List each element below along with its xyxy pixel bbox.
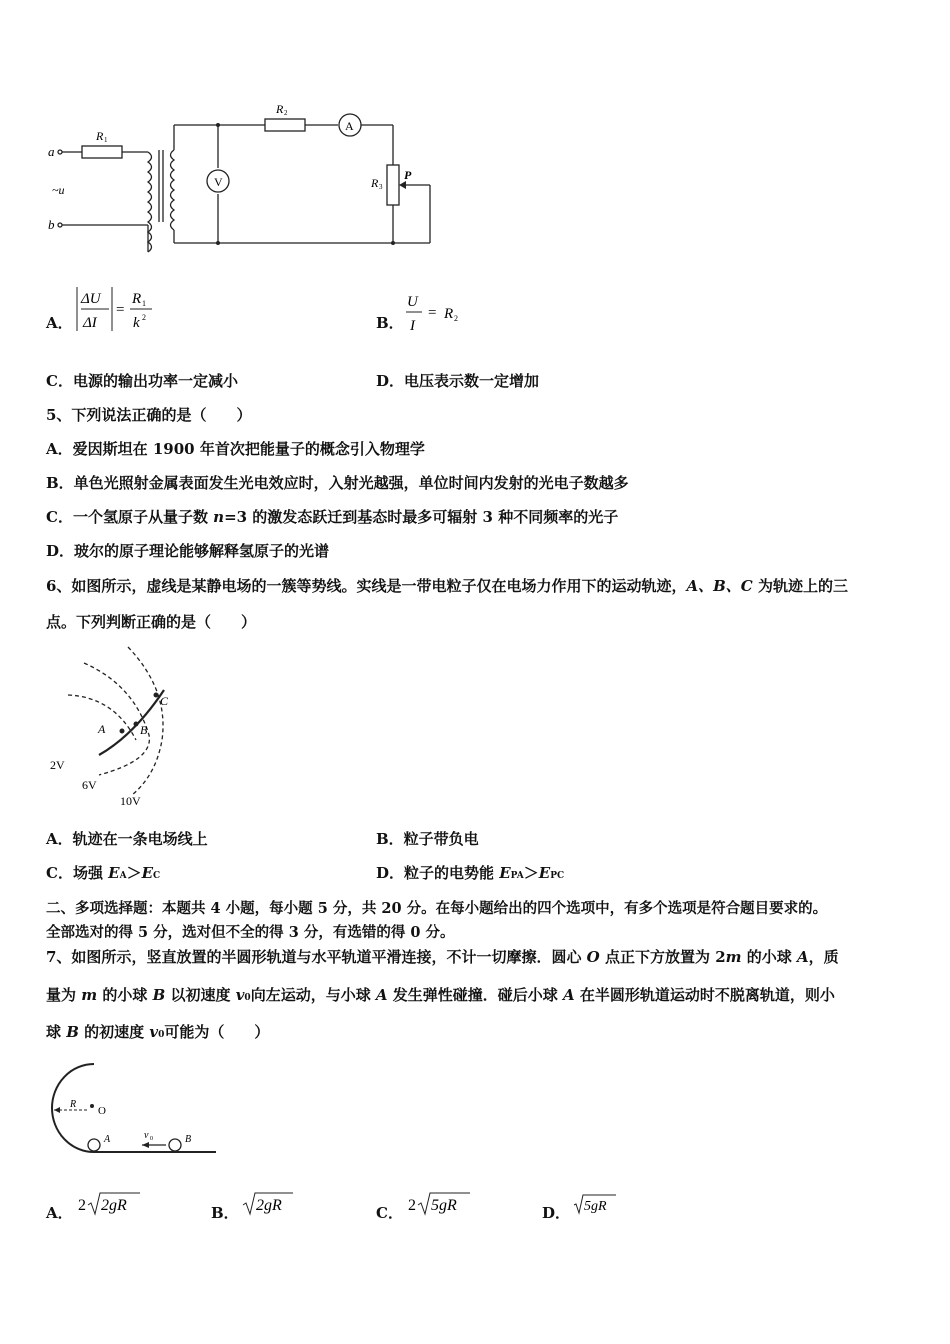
voltmeter-label: V bbox=[214, 175, 223, 189]
q7-line2-m: m bbox=[81, 986, 98, 1004]
formula-b bbox=[404, 288, 474, 336]
equipotential-6v bbox=[84, 663, 149, 775]
q7-value-c bbox=[406, 1190, 486, 1220]
q6-option-d-s1: PA bbox=[510, 871, 524, 881]
q5-option-c[interactable] bbox=[46, 506, 618, 527]
q7-line2-v: v bbox=[235, 986, 245, 1004]
q7-option-d[interactable] bbox=[542, 1202, 570, 1223]
formula-a-du: ΔU bbox=[81, 291, 101, 307]
formula-a-den-sup: 2 bbox=[142, 313, 146, 322]
q5-option-c-post: =3 的激发态跃迁到基态时最多可辐射 3 种不同频率的光子 bbox=[224, 508, 619, 526]
section2-line2: 全部选对的得 5 分，选对但不全的得 3 分，有选错的得 0 分。 bbox=[46, 924, 455, 941]
radius-label: R bbox=[70, 1099, 77, 1110]
point-a bbox=[120, 729, 125, 734]
formula-b-r: R bbox=[444, 306, 454, 322]
q6-option-c-pre: C．场强 bbox=[46, 864, 109, 882]
q7-option-a[interactable] bbox=[46, 1202, 73, 1223]
formula-b-eq: = bbox=[428, 305, 437, 321]
q7-option-a-label: A． bbox=[46, 1204, 73, 1222]
trajectory bbox=[99, 690, 164, 755]
point-b-label: B bbox=[140, 723, 148, 737]
q6-stem-line1 bbox=[46, 575, 848, 596]
equipotential-10v bbox=[128, 647, 163, 795]
q7-value-c-rad: 5gR bbox=[431, 1197, 457, 1214]
q7-line2-mid2: 以初速度 bbox=[165, 986, 236, 1004]
r2-label: R bbox=[276, 102, 284, 116]
q7-line2-pre: 量为 bbox=[46, 986, 82, 1004]
q5-stem: 5、下列说法正确的是（ ） bbox=[46, 406, 252, 424]
q7-stem-line3 bbox=[46, 1021, 269, 1042]
q7-option-c-label: C． bbox=[376, 1204, 403, 1222]
equipotential-figure bbox=[44, 645, 194, 810]
q7-line1-mid: 点正下方放置为 2 bbox=[599, 948, 726, 966]
formula-a-di: ΔI bbox=[83, 315, 97, 331]
formula-a bbox=[74, 285, 164, 335]
formula-b-r-sub: 2 bbox=[454, 314, 458, 323]
ball-b-label: B bbox=[185, 1134, 192, 1145]
q7-value-a-coef: 2 bbox=[78, 1197, 86, 1214]
q7-line3-v: v bbox=[149, 1023, 159, 1041]
section2-line1: 二、多项选择题：本题共 4 小题，每小题 5 分，共 20 分。在每小题给出的四个选项中，有多个选项是符合题目要求的。 bbox=[46, 900, 828, 917]
q7-line1-o: O bbox=[586, 948, 600, 966]
q6-option-d-pre: D．粒子的电势能 bbox=[376, 864, 500, 882]
q5-option-a[interactable]: A．爱因斯坦在 1900 年首次把能量子的概念引入物理学 bbox=[46, 440, 425, 458]
q7-line3-vsub: 0 bbox=[158, 1030, 165, 1040]
q4-option-b-label: B． bbox=[376, 314, 404, 332]
q6-option-c-s1: A bbox=[119, 871, 127, 881]
q7-line1-a: A bbox=[796, 948, 809, 966]
q7-value-c-coef: 2 bbox=[408, 1197, 416, 1214]
q7-line3-pre: 球 bbox=[46, 1023, 67, 1041]
q6-option-c[interactable] bbox=[46, 862, 160, 883]
q6-option-d-s2: PC bbox=[550, 871, 565, 881]
q7-line2-mid: 的小球 bbox=[97, 986, 153, 1004]
ball-b bbox=[169, 1139, 181, 1151]
q7-line2-a: A bbox=[375, 986, 388, 1004]
ammeter-label: A bbox=[345, 119, 354, 133]
q4-option-d[interactable]: D．电压表示数一定增加 bbox=[376, 372, 540, 390]
q6-stem-line2: 点。下列判断正确的是（ ） bbox=[46, 613, 257, 631]
q6-stem-pre: 6、如图所示，虚线是某静电场的一簇等势线。实线是一带电粒子仅在电场力作用下的运动轨迹， bbox=[46, 577, 687, 595]
q5-option-d[interactable]: D．玻尔的原子理论能够解释氢原子的光谱 bbox=[46, 542, 330, 560]
terminal-a-label: a bbox=[48, 144, 55, 159]
q7-line1-mid2: 的小球 bbox=[741, 948, 797, 966]
r2-sub: 2 bbox=[284, 109, 288, 117]
q7-value-d-rad: 5gR bbox=[584, 1199, 607, 1214]
q7-line3-mid: 的初速度 bbox=[78, 1023, 150, 1041]
point-c bbox=[154, 693, 159, 698]
q7-option-d-label: D． bbox=[542, 1204, 571, 1222]
q7-line2-vsub: 0 bbox=[244, 993, 251, 1003]
velocity-label: v bbox=[144, 1130, 149, 1141]
r1-label: R bbox=[96, 129, 104, 143]
q4-option-a-label: A． bbox=[46, 314, 73, 332]
track-figure bbox=[44, 1062, 224, 1162]
formula-b-i: I bbox=[410, 318, 415, 334]
q4-option-a[interactable] bbox=[46, 312, 73, 333]
q7-line2-a2: A bbox=[563, 986, 575, 1004]
radius-arrow-icon bbox=[54, 1107, 60, 1113]
ball-a-label: A bbox=[104, 1134, 111, 1145]
q7-option-b-label: B． bbox=[211, 1204, 239, 1222]
ball-a bbox=[88, 1139, 100, 1151]
center-o-point bbox=[90, 1104, 94, 1108]
q7-value-b bbox=[241, 1190, 311, 1220]
formula-a-num-sub: 1 bbox=[142, 299, 146, 308]
q7-line3-b: B bbox=[66, 1023, 79, 1041]
q6-option-a[interactable]: A．轨迹在一条电场线上 bbox=[46, 830, 208, 848]
q7-value-a-rad: 2gR bbox=[101, 1197, 127, 1214]
q7-option-b[interactable] bbox=[211, 1202, 239, 1223]
q6-option-d-gt: ＞ bbox=[523, 864, 539, 882]
q6-stem-post: 为轨迹上的三 bbox=[752, 577, 848, 595]
q7-stem-line2 bbox=[46, 984, 835, 1005]
q7-line1-post: ，质 bbox=[808, 948, 839, 966]
q7-line1-pre: 7、如图所示，竖直放置的半圆形轨道与水平轨道平滑连接，不计一切摩擦．圆心 bbox=[46, 948, 587, 966]
q5-option-b[interactable]: B．单色光照射金属表面发生光电效应时，入射光越强，单位时间内发射的光电子数越多 bbox=[46, 474, 629, 492]
terminal-b-label: b bbox=[48, 217, 55, 232]
circuit-diagram bbox=[40, 95, 450, 260]
q7-stem-line1 bbox=[46, 946, 839, 967]
formula-a-eq: = bbox=[116, 302, 125, 318]
q4-option-c[interactable]: C．电源的输出功率一定减小 bbox=[46, 372, 238, 390]
q7-option-c[interactable] bbox=[376, 1202, 403, 1223]
q6-option-c-e2: E bbox=[141, 864, 154, 882]
slider-p-label: P bbox=[404, 168, 412, 182]
label-2v: 2V bbox=[50, 758, 65, 772]
r3-sub: 3 bbox=[379, 183, 383, 191]
source-label: ~u bbox=[52, 183, 65, 197]
r3-label: R bbox=[371, 176, 379, 190]
q7-line1-m: m bbox=[725, 948, 742, 966]
q6-option-c-s2: C bbox=[153, 871, 161, 881]
q7-line2-mid3: 向左运动，与小球 bbox=[250, 986, 376, 1004]
velocity-arrow-icon bbox=[142, 1142, 149, 1148]
q7-value-d bbox=[572, 1192, 632, 1218]
point-a-label: A bbox=[98, 722, 106, 736]
q6-stem-vars: A、B、C bbox=[686, 577, 753, 595]
q7-value-a bbox=[76, 1190, 156, 1220]
q7-line2-b: B bbox=[152, 986, 166, 1004]
q6-option-b[interactable]: B．粒子带负电 bbox=[376, 830, 479, 848]
q7-value-b-rad: 2gR bbox=[256, 1197, 282, 1214]
q6-option-c-gt: ＞ bbox=[126, 864, 142, 882]
r1-sub: 1 bbox=[104, 136, 108, 144]
formula-b-u: U bbox=[407, 294, 418, 310]
point-b bbox=[134, 722, 139, 727]
q6-option-d-e2: E bbox=[538, 864, 551, 882]
formula-a-num: R bbox=[132, 291, 142, 307]
q5-option-c-var: n bbox=[213, 508, 225, 526]
label-6v: 6V bbox=[82, 778, 97, 792]
q5-option-c-pre: C．一个氢原子从量子数 bbox=[46, 508, 214, 526]
q6-option-d[interactable] bbox=[376, 862, 564, 883]
q7-line2-post: 在半圆形轨道运动时不脱离轨道，则小 bbox=[574, 986, 835, 1004]
q7-line3-post: 可能为（ ） bbox=[164, 1023, 270, 1041]
q6-option-c-e1: E bbox=[108, 864, 120, 882]
point-c-label: C bbox=[160, 694, 169, 708]
label-10v: 10V bbox=[120, 794, 141, 808]
center-o-label: O bbox=[98, 1105, 106, 1117]
formula-a-den: k bbox=[133, 315, 140, 331]
q6-option-d-e1: E bbox=[499, 864, 511, 882]
velocity-sub: 0 bbox=[150, 1136, 153, 1142]
q4-option-b[interactable] bbox=[376, 312, 404, 333]
q7-line2-mid4: 发生弹性碰撞．碰后小球 bbox=[387, 986, 564, 1004]
